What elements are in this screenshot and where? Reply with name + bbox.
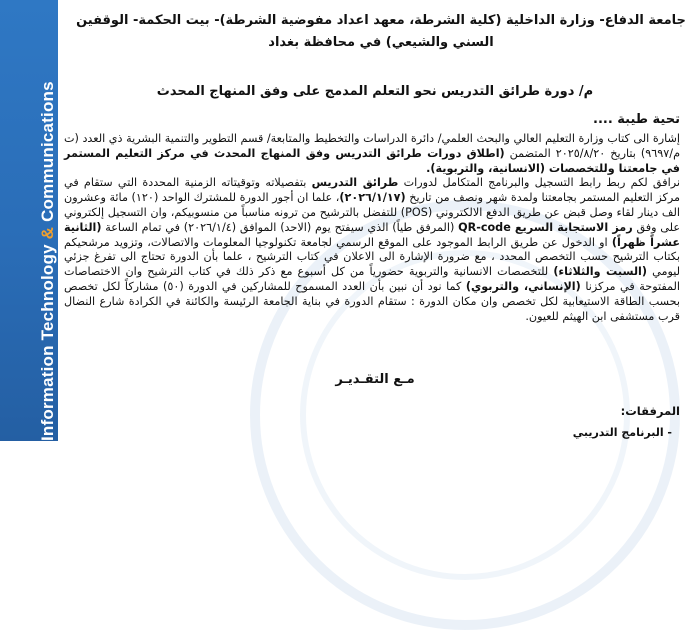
reference-highlight: (اطلاق دورات طرائق التدريس وفق المنهاج المحدث في مركز التعليم المستمر في جامعتنا وللتخصصات (الانسانية، والتربوية).: [64, 146, 680, 175]
recipients-header: [76, 10, 686, 54]
strip-ampersand: &: [38, 226, 57, 240]
strip-text-part2: Communications: [38, 81, 57, 227]
closing-regards: مـع التقـديـر: [335, 372, 415, 387]
left-brand-strip: [0, 0, 58, 441]
details-text-d: (المرفق طياً) الذي سيفتح يوم (الاحد) الموافق (٢٠٢٦/١/٤) في تمام الساعة: [105, 220, 455, 234]
letter-subject: م/ دورة طرائق التدريس نحو التعلم المدمج على وفق المنهاج المحدث: [156, 84, 594, 99]
greeting: تحية طيبة ....: [593, 112, 680, 127]
recipients-line-1: جامعة الدفاع- وزارة الداخلية (كلية الشرطة، معهد اعداد مفوضية الشرطة)- بيت الحكمة- الوقفين: [76, 13, 686, 28]
details-bold-2: (٢٠٢٦/١/١٧): [339, 191, 406, 205]
letter-document: [64, 0, 686, 441]
letter-body: [64, 132, 680, 324]
attachments-title: المرفقات:: [620, 404, 680, 418]
details-text-f: للتخصصات الانسانية والتربوية حضورياً من كل أسبوع مع ذكر ذلك في كتاب الترشيح وان الاختصاصات المفتوحة في مركزنا: [64, 265, 680, 293]
brand-strip-text: [38, 81, 58, 441]
paragraph-reference: [64, 132, 680, 176]
details-bold-1: طرائق التدريس: [311, 176, 399, 190]
details-text-a: نرافق لكم ربط رابط التسجيل والبرنامج المتكامل لدورات: [403, 176, 680, 190]
details-text-c: ، علما ان أجور الدورة للمشترك الواحد (١٢٠) مائة وعشرون الف دينار لقاء وصل قبض عن طريق الدفع الالكتروني (POS) للتفضل بالترشيح من ترونه مناسباً من منسوبيكم، وان التسجيل إلكتروني على وفق: [64, 191, 681, 234]
strip-text-part1: Information Technology: [38, 239, 57, 441]
details-bold-4: (الثانية عشراً ظهراً): [64, 220, 681, 249]
details-text-e: او الدخول عن طريق الرابط الموجود على الموقع الرسمي لجامعة تكنولوجيا المعلومات والاتصالات، وتزويد مرشحيكم بكتاب الترشيح حسب التخصص المحدد ، مع ضرورة الإشارة الى الاعلان في كتاب الترشيح ، علما بأن الدورة تحتاج الى تفرغ جزئي ليومي: [64, 235, 681, 279]
details-bold-3: رمز الاستجابة السريع QR-code: [458, 220, 633, 234]
recipients-line-2: السني والشيعي) في محافظة بغداد: [268, 35, 494, 50]
details-bold-6: (الإنساني، والتربوي): [465, 279, 581, 293]
attachment-item: - البرنامج التدريبي: [572, 426, 672, 439]
details-text-b: بتفصيلاته وتوقيتاته الزمنية المحددة التي ستقام في مركز التعليم المستمر بجامعتنا ولمدة شهر ونصف من تاريخ: [64, 176, 680, 205]
reference-text: إشارة الى كتاب وزارة التعليم العالي والبحث العلمي/ دائرة الدراسات والتخطيط والمتابعة/ قسم التطوير والتنمية البشرية ذي العدد (ت م/٩٦٩٧) بتاريخ ٢٠٢٥/٨/٢٠ المتضمن: [64, 132, 680, 160]
details-bold-5: (السبت والثلاثاء): [553, 265, 647, 279]
details-text-g: كما نود أن نبين بأن العدد المسموح للمشاركين في الدورة (٥٠) مشاركاً لكل تخصص بحسب الطاقة الاستيعابية لكل تخصص وان مكان الدورة : ستقام الدورة في بناية الجامعة الرئيسة والكائنة في الكرادة شارع النضال قرب مستشفى ابن الهيثم للعيون.: [64, 279, 680, 323]
paragraph-details: [64, 176, 680, 324]
